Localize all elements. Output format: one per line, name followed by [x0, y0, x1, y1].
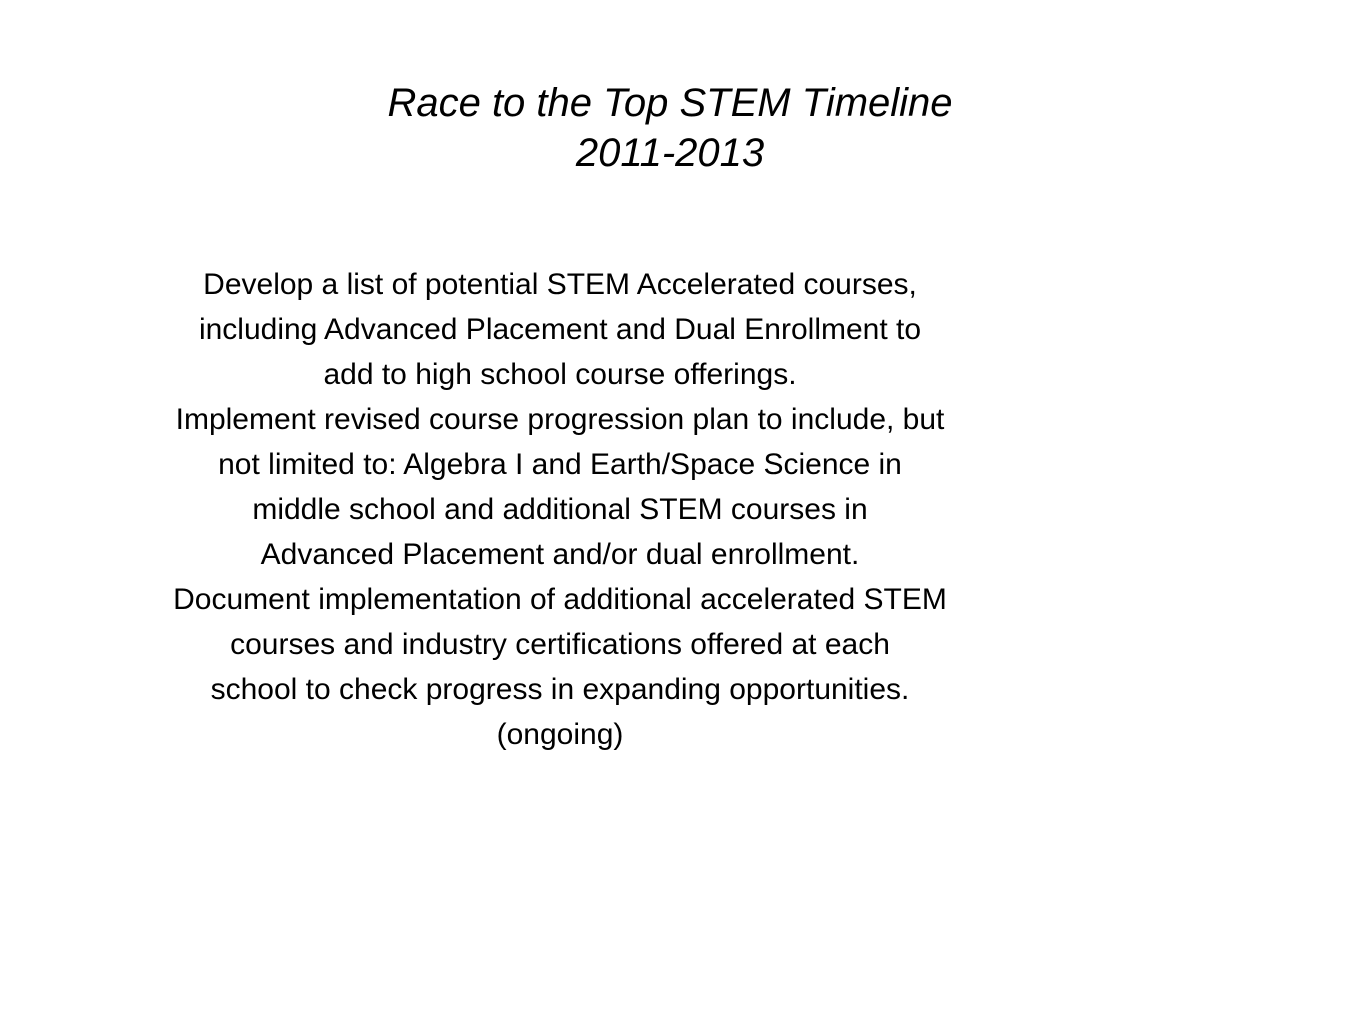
text-line: Develop a list of potential STEM Accelerated courses, [203, 268, 917, 301]
paragraph-document-implementation [60, 577, 1060, 757]
slide-title-line: Race to the Top STEM Timeline [387, 81, 953, 125]
text-line: Advanced Placement and/or dual enrollment. [260, 538, 860, 571]
slide-body [60, 262, 1060, 757]
text-line: (ongoing) [496, 718, 624, 751]
text-line: Implement revised course progression plan to include, but [175, 403, 945, 436]
text-line: add to high school course offerings. [323, 358, 797, 391]
slide-title-years: 2011-2013 [575, 131, 765, 175]
text-line: not limited to: Algebra I and Earth/Space Science in [218, 448, 902, 481]
text-line: school to check progress in expanding opportunities. [210, 673, 910, 706]
text-line: including Advanced Placement and Dual Enrollment to [198, 313, 922, 346]
text-line: middle school and additional STEM courses in [252, 493, 868, 526]
slide-title [345, 78, 995, 178]
paragraph-implement-plan [60, 397, 1060, 577]
paragraph-develop-list [60, 262, 1060, 397]
text-line: Document implementation of additional accelerated STEM [173, 583, 947, 616]
text-line: courses and industry certifications offered at each [230, 628, 890, 661]
